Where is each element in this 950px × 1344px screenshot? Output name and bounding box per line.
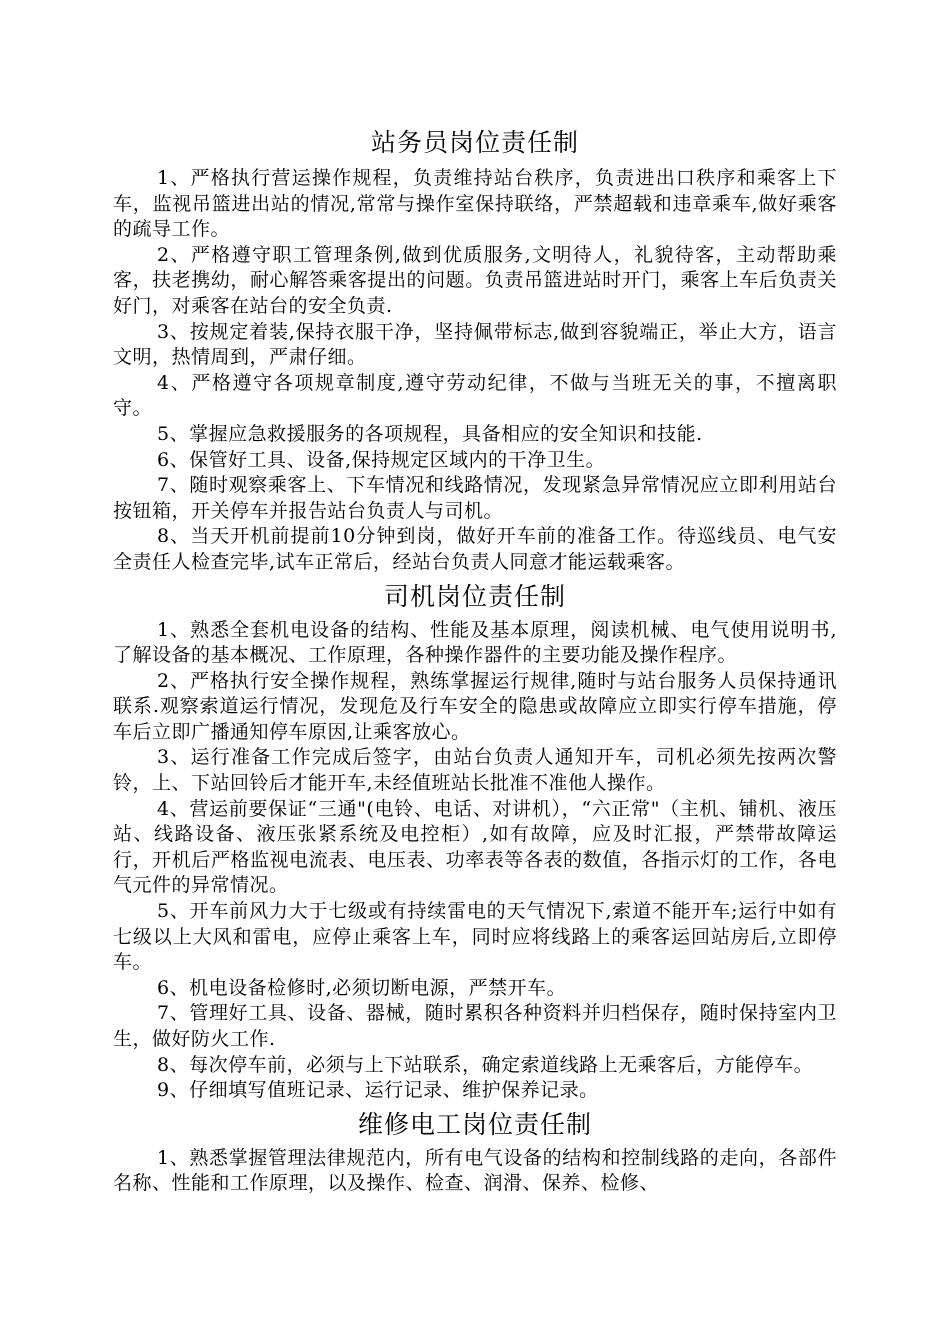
section-maintenance-electrician xyxy=(113,1104,837,1197)
paragraph: 5、开车前风力大于七级或有持续雷电的天气情况下,索道不能开车;运行中如有七级以上大风和雷电，应停止乘客上车，同时应将线路上的乘客运回站房后,立即停车。 xyxy=(113,900,837,974)
paragraph: 5、掌握应急救援服务的各项规程，具备相应的安全知识和技能. xyxy=(157,422,703,445)
section-title: 维修电工岗位责任制 xyxy=(357,1109,592,1139)
paragraph: 1、熟悉掌握管理法律规范内，所有电气设备的结构和控制线路的走向，各部件名称、性能和工作原理，以及操作、检查、润滑、保养、检修、 xyxy=(113,1146,837,1195)
paragraph: 9、仔细填写值班记录、运行记录、维护保养记录。 xyxy=(157,1079,599,1102)
paragraph: 2、严格遵守职工管理条例,做到优质服务,文明待人，礼貌待客，主动帮助乘客，扶老携幼，耐心解答乘客提出的问题。负责吊篮进站时开门，乘客上车后负责关好门，对乘客在站台的安全负责. xyxy=(113,243,837,317)
document-page xyxy=(113,122,837,1197)
paragraph: 6、保管好工具、设备,保持规定区域内的干净卫生。 xyxy=(157,448,606,471)
paragraph: 4、营运前要保证“三通"(电铃、电话、对讲机），“六正常"（主机、铺机、液压站、线路设备、液压张紧系统及电控柜）,如有故障，应及时汇报，严禁带故障运行，开机后严格监视电流表、电压表、功率表等各表的数值，各指示灯的工作，各电气元件的异常情况。 xyxy=(113,797,837,897)
paragraph: 8、每次停车前，必须与上下站联系，确定索道线路上无乘客后，方能停车。 xyxy=(157,1053,814,1076)
section-driver xyxy=(113,576,837,1104)
paragraph: 4、严格遵守各项规章制度,遵守劳动纪律，不做与当班无关的事，不擅离职守。 xyxy=(113,371,837,420)
paragraph: 1、严格执行营运操作规程，负责维持站台秩序，负责进出口秩序和乘客上下车，监视吊篮进出站的情况,常常与操作室保持联络，严禁超载和违章乘车,做好乘客的疏导工作。 xyxy=(113,167,837,241)
section-title: 司机岗位责任制 xyxy=(383,581,566,611)
section-station-staff xyxy=(113,122,837,576)
paragraph: 7、随时观察乘客上、下车情况和线路情况，发现紧急异常情况应立即利用站台按钮箱，开关停车并报告站台负责人与司机。 xyxy=(113,474,837,522)
paragraph: 1、熟悉全套机电设备的结构、性能及基本原理，阅读机械、电气使用说明书,了解设备的基本概况、工作原理，各种操作器件的主要功能及操作程序。 xyxy=(113,618,837,667)
paragraph: 8、当天开机前提前10分钟到岗，做好开车前的准备工作。待巡线员、电气安全责任人检查完毕,试车正常后，经站台负责人同意才能运载乘客。 xyxy=(113,525,837,573)
paragraph: 3、按规定着装,保持衣服干净，坚持佩带标志,做到容貌端正，举止大方，语言文明，热情周到，严肃仔细。 xyxy=(113,320,837,369)
paragraph: 7、管理好工具、设备、器械，随时累积各种资料并归档保存，随时保持室内卫生，做好防火工作. xyxy=(113,1002,837,1050)
section-title: 站务员岗位责任制 xyxy=(370,128,579,157)
paragraph: 3、运行准备工作完成后签字，由站台负责人通知开车，司机必须先按两次警铃，上、下站回铃后才能开车,未经值班站长批准不准他人操作。 xyxy=(113,746,837,795)
paragraph: 2、严格执行安全操作规程，熟练掌握运行规律,随时与站台服务人员保持通讯联系.观察索道运行情况，发现危及行车安全的隐患或故障应立即实行停车措施，停车后立即广播通知停车原因,让乘客放心。 xyxy=(113,669,837,743)
paragraph: 6、机电设备检修时,必须切断电源，严禁开车。 xyxy=(157,976,567,999)
